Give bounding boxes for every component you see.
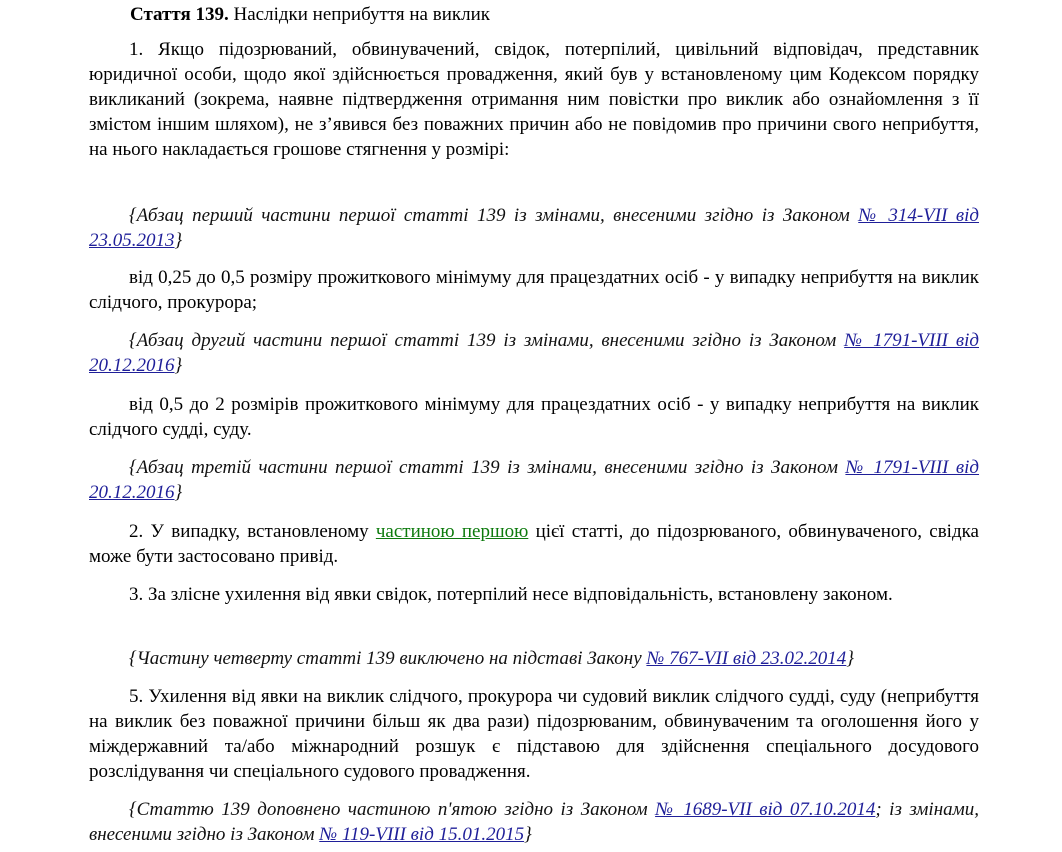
note-end: } bbox=[846, 648, 854, 669]
article-heading bbox=[130, 2, 490, 27]
amendment-note-3 bbox=[89, 455, 979, 505]
law-link[interactable]: № 314-VII від 23.05.2013 bbox=[89, 205, 979, 251]
law-link[interactable]: № 1791-VIII від 20.12.2016 bbox=[89, 330, 979, 376]
law-link[interactable]: № 767-VII від 23.02.2014 bbox=[646, 648, 847, 669]
amendment-note-5 bbox=[89, 797, 979, 847]
article-title: Наслідки неприбуття на виклик bbox=[228, 4, 490, 25]
note-text: {Статтю 139 доповнено частиною п'ятою згідно із Законом bbox=[129, 799, 656, 820]
paragraph-part-1-abs-2: від 0,25 до 0,5 розміру прожиткового мінімуму для працездатних осіб - у випадку неприбуття на виклик слідчого, прокурора; bbox=[89, 267, 979, 313]
amendment-note-4 bbox=[89, 646, 979, 671]
note-text: {Абзац перший частини першої статті 139 із змінами, внесеними згідно із Законом bbox=[129, 205, 859, 226]
note-text: ; із змінами, внесеними згідно із Законом bbox=[89, 799, 979, 845]
note-end: } bbox=[174, 482, 183, 503]
note-end: } bbox=[174, 355, 183, 376]
part-one-link[interactable]: частиною першою bbox=[375, 521, 529, 542]
paragraph-part-3: 3. За злісне ухилення від явки свідок, потерпілий несе відповідальність, встановлену законом. bbox=[129, 584, 893, 605]
note-end: } bbox=[524, 824, 532, 845]
note-text: {Абзац другий частини першої статті 139 із змінами, внесеними згідно із Законом bbox=[129, 330, 845, 351]
amendment-note-2 bbox=[89, 328, 979, 378]
note-text: {Абзац третій частини першої статті 139 із змінами, внесеними згідно із Законом bbox=[129, 457, 846, 478]
note-end: } bbox=[174, 230, 183, 251]
law-link[interactable]: № 119-VIII від 15.01.2015 bbox=[319, 824, 525, 845]
paragraph-text: 2. У випадку, встановленому bbox=[129, 521, 376, 542]
law-link[interactable]: № 1689-VII від 07.10.2014 bbox=[655, 799, 876, 820]
paragraph-part-1: 1. Якщо підозрюваний, обвинувачений, свідок, потерпілий, цивільний відповідач, представник юридичної особи, щодо якої здійснюється провадження, який був у встановленому цим Кодексом порядку викликаний (зокрема, наявне підтвердження отримання ним повістки про виклик або ознайомлення з її змістом іншим шляхом), не з’явився без поважних причин або не повідомив про причини свого неприбуття, на нього накладається грошове стягнення у розмірі: bbox=[89, 39, 979, 160]
paragraph-part-5: 5. Ухилення від явки на виклик слідчого, прокурора чи судовий виклик слідчого судді, суду (неприбуття на виклик без поважної причини більш як два рази) підозрюваним, обвинуваченим та оголошення його у міждержавний та/або міжнародний розшук є підставою для здійснення спеціального досудового розслідування чи спеціального судового провадження. bbox=[89, 686, 979, 782]
law-link[interactable]: № 1791-VIII від 20.12.2016 bbox=[89, 457, 980, 503]
note-text: {Частину четверту статті 139 виключено на підставі Закону bbox=[129, 648, 647, 669]
amendment-note-1 bbox=[89, 203, 979, 253]
article-number: Стаття 139. bbox=[130, 4, 229, 25]
paragraph-part-1-abs-3: від 0,5 до 2 розмірів прожиткового мінімуму для працездатних осіб - у випадку неприбуття на виклик слідчого судді, суду. bbox=[89, 394, 979, 440]
paragraph-part-2 bbox=[89, 519, 979, 569]
paragraph-text: цієї статті, до підозрюваного, обвинуваченого, свідка може бути застосовано привід. bbox=[89, 521, 979, 567]
